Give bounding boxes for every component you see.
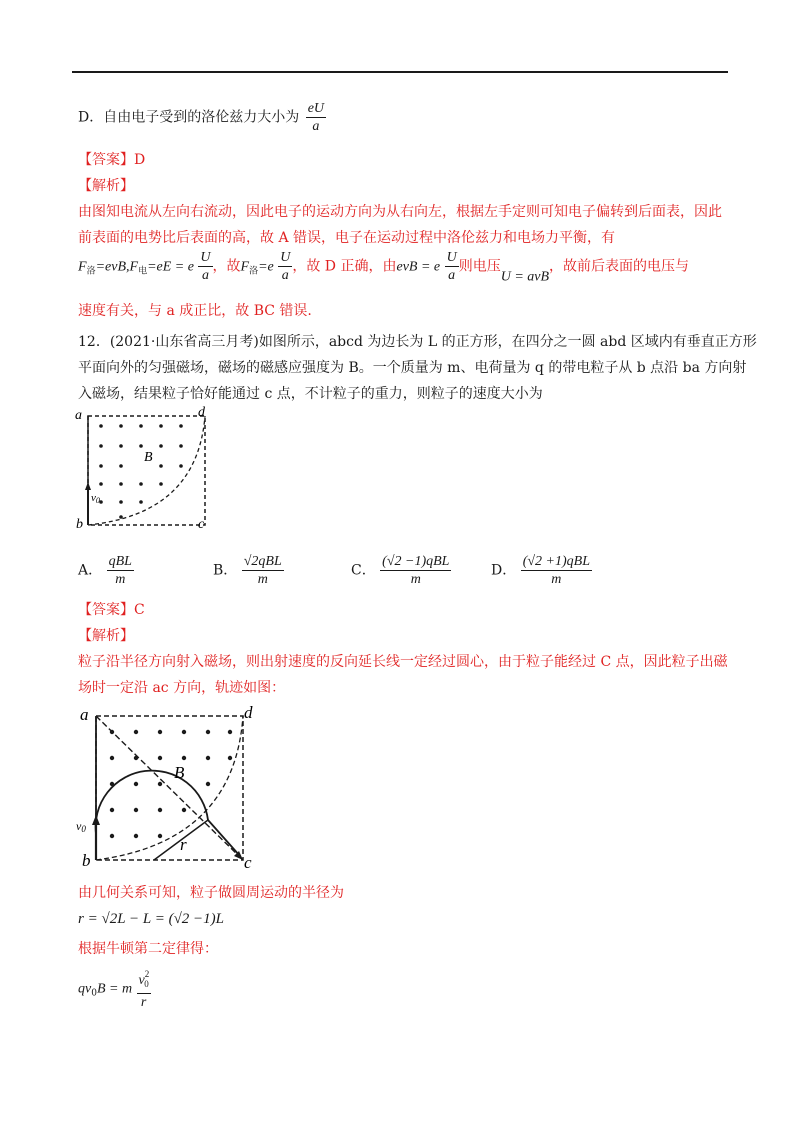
eq-b-m: B = m [96,981,133,997]
radius-equation: r = √2L − L = (√2 −1)L [78,911,225,927]
label-r: r [180,835,187,854]
fraction-denominator: a [281,268,289,283]
q12-option-d [491,553,592,588]
fraction-denominator: a [312,119,320,134]
num-v: v [138,973,145,988]
eq-qv: qv [78,981,92,997]
analysis-2-line-1: 粒子沿半径方向射入磁场，则出射速度的反向延长线一定经过圆心，由于粒子能经过 C 点，因此粒子出磁 [78,654,728,670]
eq-fraction-1 [198,249,212,284]
arrow-head-icon [85,482,91,490]
fraction-denominator: a [448,268,456,283]
analysis-2-line-2: 场时一定沿 ac 方向，轨迹如图： [78,680,286,696]
option-label: B． [213,562,238,579]
square-border [88,416,205,525]
answer-value: C [134,602,145,618]
fraction-denominator: a [201,268,209,283]
label-field-b: B [144,450,153,465]
eq-ee: =eE = e [147,259,194,275]
label-b: b [76,517,83,530]
analysis-tag-2: 【解析】 [78,628,134,644]
eq-f: F [78,259,87,275]
prev-option-d [78,100,326,135]
eq-text-c: 则电压 [458,258,501,275]
eq-e: =e [258,259,274,275]
analysis-tag-1: 【解析】 [78,178,134,194]
eq-sub-dian: 电 [138,266,148,277]
field-dots [99,424,183,519]
option-fraction [107,553,134,588]
option-fraction [242,553,284,588]
option-label: A． [78,562,103,579]
label-v0: v0 [91,492,100,505]
eq-text-b: ，故 D 正确，由 [292,258,397,275]
num-sup: 2 [144,969,150,979]
eq-sub-luo-2: 洛 [249,266,259,277]
analysis-1-line-2: 前表面的电势比后表面的高，故 A 错误，电子在运动过程中洛伦兹力和电场力平衡，有 [78,230,616,246]
analysis-2-line-3: 由几何关系可知，粒子做圆周运动的半径为 [78,885,344,901]
num-sub: 0 [144,979,149,989]
arrow-head-icon [92,815,100,825]
eq-f-2: F [240,259,250,275]
fraction-numerator: √2qBL [243,554,282,569]
q12-line-3: 入磁场，结果粒子恰好能通过 c 点，不计粒子的重力，则粒子的速度大小为 [78,386,543,402]
prev-option-d-fraction [306,100,326,135]
q12-figure [72,404,212,530]
eq-sub-luo: 洛 [86,266,96,277]
q12-line-1: 12．(2021·山东省高三月考)如图所示，abcd 为边长为 L 的正方形，在四分之一圆 abd 区域内有垂直正方形 [78,334,757,350]
fraction-numerator: (√2 +1)qBL [522,554,590,569]
option-label: D． [491,562,517,579]
option-fraction [521,553,592,588]
fraction-numerator: eU [307,101,325,116]
header-rule [72,71,728,73]
trajectory-figure [74,702,264,874]
answer-1 [78,150,145,170]
fraction-numerator: U [446,250,457,265]
analysis-1-line-4: 速度有关，与 a 成正比，故 BC 错误. [78,303,312,319]
label-v0: v0 [76,819,86,834]
label-d: d [198,405,205,420]
eq-fraction-2 [278,249,292,284]
label-a: a [75,408,82,423]
newton-equation [78,966,151,1011]
fraction-denominator: m [551,572,562,587]
q12-line-2: 平面向外的匀强磁场，磁场的磁感应强度为 B。一个质量为 m、电荷量为 q 的带电粒子从 b 点沿 ba 方向射 [78,360,747,376]
fraction-denominator: m [257,572,268,587]
answer-tag: 【答案】 [78,152,134,168]
eq-text-a: ，故 [212,258,241,275]
field-dots [110,730,232,838]
q12-option-b [213,553,284,588]
fraction-denominator: r [140,995,147,1010]
fraction-denominator: m [115,572,126,587]
analysis-1-equation-line [78,249,689,288]
option-fraction [380,553,451,588]
exit-path [208,820,240,856]
answer-2 [78,600,145,620]
quarter-arc [88,416,205,525]
eq-sub-0: 0 [91,988,97,999]
fraction-numerator [137,966,151,994]
eq-fraction-3 [445,249,459,284]
label-a: a [80,705,89,724]
eq-evb-e: evB = e [396,259,441,275]
q12-option-c [351,553,451,588]
eq-u-avb: U = avB [500,269,550,285]
q12-option-a [78,553,134,588]
eq-evb: =evB,F [95,259,139,275]
answer-tag: 【答案】 [78,602,134,618]
label-c: c [198,517,205,530]
fraction-denominator: m [410,572,421,587]
label-b: b [82,851,91,870]
analysis-1-line-1: 由图知电流从左向右流动，因此电子的运动方向为从右向左，根据左手定则可知电子偏转到后面表，因此 [78,204,722,220]
answer-value: D [134,152,146,168]
fraction-numerator: U [280,250,291,265]
eq-text-d: ，故前后表面的电压与 [549,258,690,275]
label-d: d [244,703,253,722]
label-field-b: B [174,763,185,782]
fraction-numerator: qBL [108,554,132,569]
eq-fraction [137,966,151,1011]
analysis-2-line-4: 根据牛顿第二定律得： [78,941,218,957]
prev-option-d-label: D．自由电子受到的洛伦兹力大小为 [78,109,300,126]
label-c: c [244,853,252,872]
fraction-numerator: U [200,250,211,265]
option-label: C． [351,562,376,579]
fraction-numerator: (√2 −1)qBL [382,554,450,569]
